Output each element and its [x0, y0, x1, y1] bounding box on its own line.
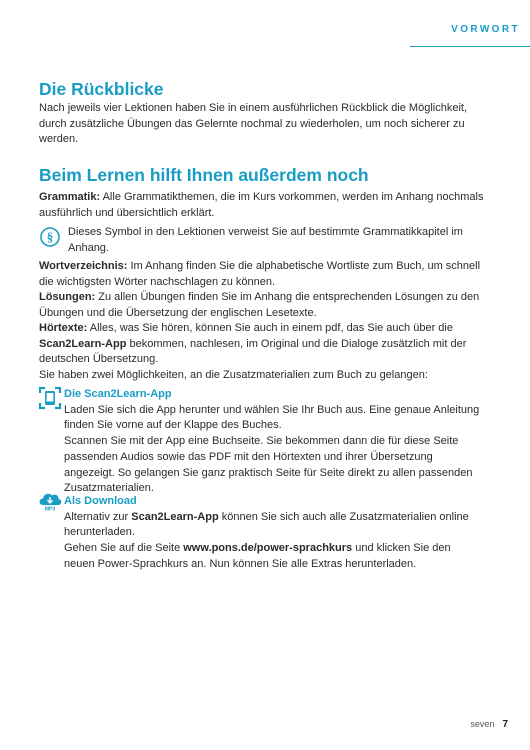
svg-text:§: §: [46, 229, 54, 245]
zwei-moeglichkeiten-text: Sie haben zwei Möglichkeiten, an die Zusatzmaterialien zum Buch zu gelangen:: [39, 369, 428, 381]
cloud-download-icon: [37, 491, 63, 516]
hoertexte-paragraph: [39, 321, 485, 368]
hoertexte-app: Scan2Learn-App: [39, 337, 127, 350]
download-text-1: [64, 510, 484, 541]
download-url: www.pons.de/power-sprachkurs: [183, 542, 353, 555]
grammatik-text: Alle Grammatikthemen, die im Kurs vorkommen, werden im Anhang nochmals ausführlich und übersichtlich erklärt.: [39, 191, 484, 219]
rueckblicke-text: Nach jeweils vier Lektionen haben Sie in einem ausführlichen Rückblick die Möglichkeit, durch zusätzliche Übungen das Gelernte nochmal zu wiederholen, um noch sicherer zu werden.: [39, 102, 468, 146]
hoertexte-text: Alles, was Sie hören, können Sie auch in einem pdf, das Sie auch über die: [87, 322, 453, 334]
wortverzeichnis-paragraph: [39, 259, 485, 290]
page-footer: [470, 719, 508, 730]
section-header: [410, 20, 530, 47]
symbol-note: Dieses Symbol in den Lektionen verweist Sie auf bestimmte Grammatikkapitel im Anhang.: [68, 226, 463, 254]
grammatik-paragraph: [39, 190, 485, 221]
page-number: 7: [502, 719, 508, 730]
heading-lernen: Beim Lernen hilft Ihnen außerdem noch: [39, 165, 369, 185]
download-section: [64, 494, 484, 573]
download-text-2: [64, 541, 484, 572]
loesungen-label: Lösungen:: [39, 291, 96, 303]
app-title: Die Scan2Learn-App: [64, 388, 172, 400]
grammatik-label: Grammatik:: [39, 191, 101, 203]
app-section: [64, 387, 484, 497]
loesungen-paragraph: [39, 290, 485, 321]
app-text-1: Laden Sie sich die App herunter und wählen Sie Ihr Buch aus. Eine genaue Anleitung finden Sie vorne auf der Klappe des Buches.: [64, 403, 480, 432]
paragraph-symbol-icon: [40, 227, 60, 252]
section-label: VORWORT: [451, 24, 520, 35]
download-text-1a: Alternativ zur: [64, 510, 132, 523]
download-text-2a: Gehen Sie auf die Seite: [64, 542, 184, 555]
heading-rueckblicke: Die Rückblicke: [39, 79, 164, 99]
mp3-caption: MP3: [44, 506, 56, 511]
download-title: Als Download: [64, 495, 137, 507]
download-app-name: Scan2Learn-App: [131, 510, 219, 523]
header-rule: [410, 46, 530, 48]
app-text-2: Scannen Sie mit der App eine Buchseite. Sie bekommen dann die für diese Seite passenden Audios sowie das PDF mit den Hörtexten und ihrer Übersetzung angezeigt. So gelangen Sie ganz praktisch Seite für Seite direkt zu allen passenden Zusatzmaterialien.: [64, 435, 473, 495]
page-word: seven: [470, 719, 495, 729]
hoertexte-label: Hörtexte:: [39, 322, 88, 334]
scan-app-icon: [38, 386, 62, 415]
download-text-1c: können Sie sich auch alle Zusatzmaterialien online herunterladen.: [64, 510, 469, 539]
hoertexte-text2: bekommen, nachlesen, im Original und die Dialoge zusätzlich mit der deutschen Übersetzung.: [39, 337, 467, 366]
loesungen-text: Zu allen Übungen finden Sie im Anhang die entsprechenden Lösungen zu den Übungen und die Übersetzung der englischen Lesetexte.: [39, 291, 480, 319]
download-text-2c: und klicken Sie den neuen Power-Sprachkurs an. Nun können Sie alle Extras herunterladen.: [64, 542, 451, 570]
wortverzeichnis-text: Im Anhang finden Sie die alphabetische Wortliste zum Buch, um schnell die wichtigsten Wörter nachschlagen zu können.: [39, 260, 481, 288]
wortverzeichnis-label: Wortverzeichnis:: [39, 260, 128, 272]
